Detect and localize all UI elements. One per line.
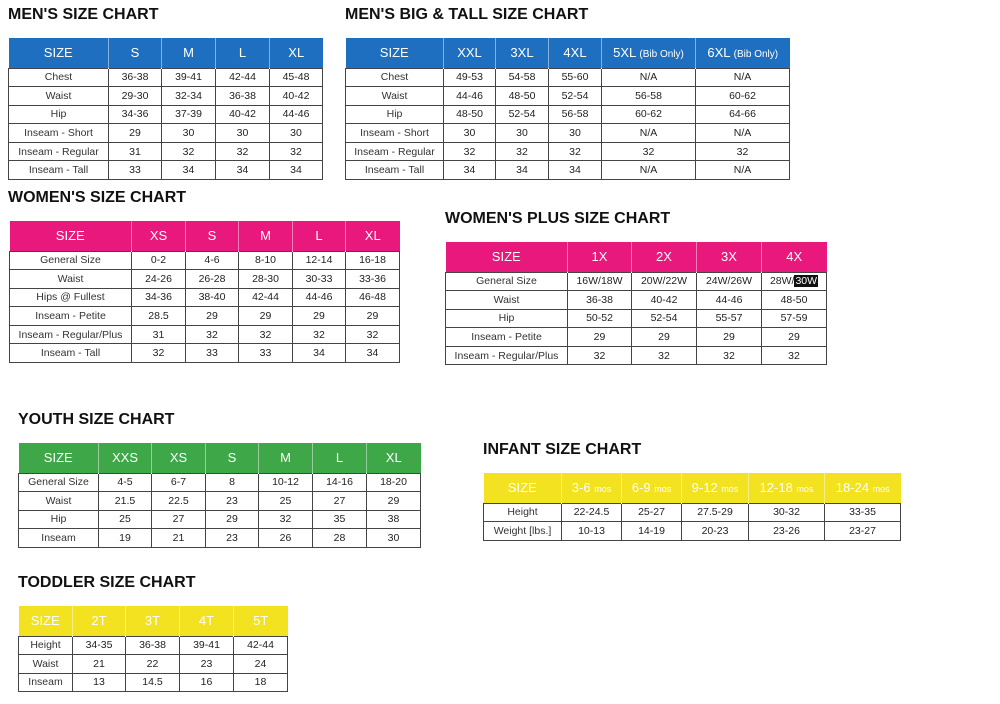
- table-row: [9, 142, 323, 161]
- row-label: Waist: [9, 87, 109, 106]
- table-cell: 35: [313, 510, 367, 529]
- header-cell: 5T: [234, 606, 288, 636]
- table-cell: 28: [313, 529, 367, 548]
- header-cell: SIZE: [484, 473, 562, 503]
- table-cell: 30: [270, 124, 323, 143]
- table-cell: 22-24.5: [562, 503, 622, 522]
- header-cell: XS: [152, 443, 206, 473]
- toddler-body: [19, 636, 288, 692]
- table-cell: 38: [367, 510, 421, 529]
- table-cell: 32: [696, 142, 790, 161]
- table-cell: 29: [762, 328, 827, 347]
- table-cell: 29: [346, 307, 400, 326]
- header-cell: L: [216, 38, 270, 68]
- highlighted-text: 30W: [795, 275, 818, 288]
- header-cell: 2T: [73, 606, 126, 636]
- table-cell: 16: [180, 673, 234, 692]
- table-cell: 27.5-29: [682, 503, 749, 522]
- table-cell: 32: [697, 346, 762, 365]
- row-label: Hip: [346, 105, 444, 124]
- table-row: [19, 492, 421, 511]
- table-cell: 44-46: [270, 105, 323, 124]
- table-row: [9, 161, 323, 180]
- row-label: Inseam - Regular: [9, 142, 109, 161]
- table-cell: 30: [162, 124, 216, 143]
- row-label: Chest: [346, 68, 444, 87]
- row-label: Inseam - Short: [346, 124, 444, 143]
- header-cell: [825, 473, 901, 503]
- header-cell: XXS: [99, 443, 152, 473]
- table-cell: 14-19: [622, 522, 682, 541]
- table-cell: 32: [239, 325, 293, 344]
- header-cell: SIZE: [9, 38, 109, 68]
- table-cell: 44-46: [444, 87, 496, 106]
- table-cell: N/A: [696, 124, 790, 143]
- row-label: General Size: [10, 251, 132, 270]
- table-cell: 27: [152, 510, 206, 529]
- table-cell: N/A: [696, 68, 790, 87]
- row-label: Waist: [346, 87, 444, 106]
- row-label: Inseam: [19, 673, 73, 692]
- table-row: [9, 105, 323, 124]
- header-cell: S: [186, 221, 239, 251]
- table-cell: 21.5: [99, 492, 152, 511]
- header-size: 6-9: [631, 480, 651, 496]
- table-row: [9, 87, 323, 106]
- table-cell: 56-58: [549, 105, 602, 124]
- table-cell: 30: [444, 124, 496, 143]
- header-cell: [749, 473, 825, 503]
- table-header-row: [19, 606, 288, 636]
- womens-plus-size-table: [445, 242, 827, 365]
- table-cell: 46-48: [346, 288, 400, 307]
- youth-size-table: [18, 443, 421, 548]
- table-cell: 48-50: [762, 291, 827, 310]
- table-row: [10, 288, 400, 307]
- row-label: Inseam - Tall: [9, 161, 109, 180]
- table-cell: 23: [206, 492, 259, 511]
- header-size: 6XL: [707, 45, 731, 61]
- table-cell: 19: [99, 529, 152, 548]
- row-label: Height: [484, 503, 562, 522]
- table-cell: 23-27: [825, 522, 901, 541]
- table-cell: 52-54: [549, 87, 602, 106]
- table-cell: 29: [568, 328, 632, 347]
- header-cell: SIZE: [10, 221, 132, 251]
- table-cell: 28.5: [132, 307, 186, 326]
- table-cell: 33: [109, 161, 162, 180]
- table-cell: 39-41: [180, 636, 234, 655]
- row-label: Hip: [19, 510, 99, 529]
- header-cell: M: [259, 443, 313, 473]
- table-cell: 26: [259, 529, 313, 548]
- table-row: [346, 68, 790, 87]
- table-cell: 29: [367, 492, 421, 511]
- header-cell: S: [206, 443, 259, 473]
- table-row: [484, 503, 901, 522]
- toddler-title: TODDLER SIZE CHART: [18, 574, 196, 591]
- table-row: [10, 344, 400, 363]
- table-cell: 52-54: [496, 105, 549, 124]
- table-cell: N/A: [602, 161, 696, 180]
- womens-title: WOMEN'S SIZE CHART: [8, 189, 187, 206]
- table-cell: 10-12: [259, 473, 313, 492]
- header-size: 3-6: [571, 480, 591, 496]
- table-cell: 21: [152, 529, 206, 548]
- table-cell: 6-7: [152, 473, 206, 492]
- table-cell: 29: [206, 510, 259, 529]
- youth-title: YOUTH SIZE CHART: [18, 411, 175, 428]
- table-row: [446, 291, 827, 310]
- table-cell: 29-30: [109, 87, 162, 106]
- header-unit: mos: [721, 484, 739, 495]
- table-cell: 57-59: [762, 309, 827, 328]
- table-cell: 14-16: [313, 473, 367, 492]
- table-cell: 54-58: [496, 68, 549, 87]
- row-label: Inseam - Tall: [10, 344, 132, 363]
- table-row: [346, 105, 790, 124]
- table-cell: 60-62: [602, 105, 696, 124]
- table-row: [19, 655, 288, 674]
- header-cell: S: [109, 38, 162, 68]
- table-cell: 32: [162, 142, 216, 161]
- table-cell: 34: [293, 344, 346, 363]
- table-cell: N/A: [696, 161, 790, 180]
- table-cell: 25: [259, 492, 313, 511]
- table-cell: 32: [549, 142, 602, 161]
- table-cell: 32: [216, 142, 270, 161]
- table-cell: 33: [186, 344, 239, 363]
- infant-title: INFANT SIZE CHART: [483, 441, 642, 458]
- row-label: Waist: [19, 655, 73, 674]
- table-row: [484, 522, 901, 541]
- row-label: Chest: [9, 68, 109, 87]
- table-cell: 32: [270, 142, 323, 161]
- table-row: [10, 270, 400, 289]
- table-cell: 22: [126, 655, 180, 674]
- table-row: [19, 529, 421, 548]
- table-cell: 23: [180, 655, 234, 674]
- header-cell: 4T: [180, 606, 234, 636]
- table-cell: 32: [762, 346, 827, 365]
- table-cell: 18: [234, 673, 288, 692]
- table-cell: 32: [346, 325, 400, 344]
- table-row: [446, 309, 827, 328]
- table-cell: 34: [162, 161, 216, 180]
- table-cell: 33-35: [825, 503, 901, 522]
- table-cell: 28-30: [239, 270, 293, 289]
- table-cell: 27: [313, 492, 367, 511]
- header-cell: 1X: [568, 242, 632, 272]
- row-label: Inseam - Short: [9, 124, 109, 143]
- table-cell: 30: [549, 124, 602, 143]
- table-cell: 30: [496, 124, 549, 143]
- table-row: [346, 87, 790, 106]
- infant-body: [484, 503, 901, 540]
- table-cell: 33: [239, 344, 293, 363]
- table-cell: 32: [293, 325, 346, 344]
- table-row: [9, 124, 323, 143]
- header-cell: L: [293, 221, 346, 251]
- mens-body: [9, 68, 323, 180]
- header-cell: M: [239, 221, 293, 251]
- header-cell: M: [162, 38, 216, 68]
- table-cell: 14.5: [126, 673, 180, 692]
- table-cell: 32-34: [162, 87, 216, 106]
- table-cell: 30: [216, 124, 270, 143]
- row-label: General Size: [446, 272, 568, 291]
- womens-size-table: [9, 221, 400, 363]
- table-cell: 8: [206, 473, 259, 492]
- table-cell: 34: [444, 161, 496, 180]
- row-label: Inseam - Regular/Plus: [10, 325, 132, 344]
- row-label: Hip: [446, 309, 568, 328]
- row-label: Inseam - Regular: [346, 142, 444, 161]
- table-cell: 34-35: [73, 636, 126, 655]
- big-tall-size-table: [345, 38, 790, 180]
- table-row: [19, 673, 288, 692]
- table-cell: 20W/22W: [632, 272, 697, 291]
- table-cell: 32: [186, 325, 239, 344]
- table-header-row: [446, 242, 827, 272]
- header-cell: [562, 473, 622, 503]
- row-label: Hip: [9, 105, 109, 124]
- cell-prefix: 28W/: [769, 275, 795, 288]
- table-cell: 25: [99, 510, 152, 529]
- infant-size-table: [483, 473, 901, 541]
- table-cell: 32: [568, 346, 632, 365]
- table-cell: 44-46: [697, 291, 762, 310]
- table-cell: 34-36: [132, 288, 186, 307]
- table-cell: 29: [186, 307, 239, 326]
- table-cell: 34: [270, 161, 323, 180]
- table-cell: 36-38: [568, 291, 632, 310]
- table-cell: 40-42: [270, 87, 323, 106]
- table-cell: 48-50: [444, 105, 496, 124]
- row-label: Height: [19, 636, 73, 655]
- table-cell: 4-6: [186, 251, 239, 270]
- table-cell: 25-27: [622, 503, 682, 522]
- header-cell: L: [313, 443, 367, 473]
- table-cell: N/A: [602, 68, 696, 87]
- table-cell: 32: [259, 510, 313, 529]
- header-cell: XS: [132, 221, 186, 251]
- table-cell: 23-26: [749, 522, 825, 541]
- table-header-row: [9, 38, 323, 68]
- table-header-row: [10, 221, 400, 251]
- table-cell: 0-2: [132, 251, 186, 270]
- table-cell: 52-54: [632, 309, 697, 328]
- table-row: [446, 328, 827, 347]
- table-cell: N/A: [602, 124, 696, 143]
- table-cell: 13: [73, 673, 126, 692]
- table-header-row: [484, 473, 901, 503]
- row-label: Inseam - Tall: [346, 161, 444, 180]
- header-cell: 2X: [632, 242, 697, 272]
- table-row: [19, 510, 421, 529]
- header-cell: [682, 473, 749, 503]
- youth-body: [19, 473, 421, 547]
- table-cell: 29: [239, 307, 293, 326]
- table-cell: 31: [132, 325, 186, 344]
- table-cell: 24W/26W: [697, 272, 762, 291]
- header-cell: [696, 38, 790, 68]
- table-header-row: [19, 443, 421, 473]
- header-cell: 4XL: [549, 38, 602, 68]
- table-cell: 4-5: [99, 473, 152, 492]
- row-label: Waist: [10, 270, 132, 289]
- table-cell: 22.5: [152, 492, 206, 511]
- table-cell: 26-28: [186, 270, 239, 289]
- header-size: 9-12: [691, 480, 718, 496]
- header-size: 12-18: [759, 480, 793, 496]
- table-cell: 29: [632, 328, 697, 347]
- table-row: [19, 636, 288, 655]
- table-cell: 34: [496, 161, 549, 180]
- header-unit: mos: [872, 484, 890, 495]
- table-cell: 24-26: [132, 270, 186, 289]
- table-cell: 32: [496, 142, 549, 161]
- big-tall-body: [346, 68, 790, 180]
- table-cell: 8-10: [239, 251, 293, 270]
- row-label: Inseam: [19, 529, 99, 548]
- header-cell: SIZE: [346, 38, 444, 68]
- womens-plus-title: WOMEN'S PLUS SIZE CHART: [445, 210, 671, 227]
- table-cell: 18-20: [367, 473, 421, 492]
- header-unit: mos: [594, 484, 612, 495]
- table-cell: 29: [109, 124, 162, 143]
- header-cell: XL: [270, 38, 323, 68]
- table-cell: 33-36: [346, 270, 400, 289]
- header-cell: 3T: [126, 606, 180, 636]
- header-size: 5XL: [613, 45, 636, 61]
- table-cell: 34-36: [109, 105, 162, 124]
- table-cell: 29: [293, 307, 346, 326]
- table-cell: 31: [109, 142, 162, 161]
- table-row: [446, 272, 827, 291]
- header-cell: 3X: [697, 242, 762, 272]
- row-label: Waist: [19, 492, 99, 511]
- table-cell: 34: [346, 344, 400, 363]
- header-unit: mos: [796, 484, 814, 495]
- table-cell: 32: [632, 346, 697, 365]
- table-row: [346, 124, 790, 143]
- table-cell: 55-57: [697, 309, 762, 328]
- table-cell: 37-39: [162, 105, 216, 124]
- table-cell: 45-48: [270, 68, 323, 87]
- table-cell: 42-44: [216, 68, 270, 87]
- table-cell: 38-40: [186, 288, 239, 307]
- table-cell: 30: [367, 529, 421, 548]
- row-label: Inseam - Regular/Plus: [446, 346, 568, 365]
- table-cell: 24: [234, 655, 288, 674]
- table-row: [19, 473, 421, 492]
- table-cell: 30-32: [749, 503, 825, 522]
- header-cell: [622, 473, 682, 503]
- row-label: Inseam - Petite: [10, 307, 132, 326]
- mens-title: MEN'S SIZE CHART: [8, 6, 159, 23]
- header-unit: mos: [654, 484, 672, 495]
- table-cell: [762, 272, 827, 291]
- table-row: [346, 161, 790, 180]
- header-note: (Bib Only): [733, 49, 779, 61]
- header-cell: XXL: [444, 38, 496, 68]
- table-row: [446, 346, 827, 365]
- table-cell: 32: [444, 142, 496, 161]
- table-cell: 40-42: [216, 105, 270, 124]
- womens-plus-body: [446, 272, 827, 365]
- header-cell: SIZE: [19, 443, 99, 473]
- womens-body: [10, 251, 400, 363]
- header-cell: XL: [346, 221, 400, 251]
- table-cell: 56-58: [602, 87, 696, 106]
- table-cell: 29: [697, 328, 762, 347]
- table-cell: 64-66: [696, 105, 790, 124]
- table-cell: 10-13: [562, 522, 622, 541]
- table-row: [10, 307, 400, 326]
- table-cell: 39-41: [162, 68, 216, 87]
- table-cell: 32: [132, 344, 186, 363]
- table-row: [9, 68, 323, 87]
- table-cell: 20-23: [682, 522, 749, 541]
- table-cell: 42-44: [234, 636, 288, 655]
- table-cell: 60-62: [696, 87, 790, 106]
- table-cell: 30-33: [293, 270, 346, 289]
- big-tall-title: MEN'S BIG & TALL SIZE CHART: [345, 6, 589, 23]
- table-cell: 12-14: [293, 251, 346, 270]
- header-cell: XL: [367, 443, 421, 473]
- row-label: Waist: [446, 291, 568, 310]
- table-cell: 36-38: [109, 68, 162, 87]
- toddler-size-table: [18, 606, 288, 692]
- table-cell: 49-53: [444, 68, 496, 87]
- table-cell: 55-60: [549, 68, 602, 87]
- row-label: Weight [lbs.]: [484, 522, 562, 541]
- table-row: [346, 142, 790, 161]
- table-cell: 23: [206, 529, 259, 548]
- table-header-row: [346, 38, 790, 68]
- header-size: 18-24: [835, 480, 870, 496]
- table-cell: 16W/18W: [568, 272, 632, 291]
- row-label: General Size: [19, 473, 99, 492]
- table-cell: 42-44: [239, 288, 293, 307]
- table-cell: 21: [73, 655, 126, 674]
- row-label: Hips @ Fullest: [10, 288, 132, 307]
- header-cell: 4X: [762, 242, 827, 272]
- header-note: (Bib Only): [639, 49, 684, 61]
- table-cell: 34: [549, 161, 602, 180]
- row-label: Inseam - Petite: [446, 328, 568, 347]
- table-cell: 50-52: [568, 309, 632, 328]
- table-cell: 34: [216, 161, 270, 180]
- table-row: [10, 251, 400, 270]
- header-cell: SIZE: [19, 606, 73, 636]
- header-cell: 3XL: [496, 38, 549, 68]
- header-cell: SIZE: [446, 242, 568, 272]
- table-cell: 48-50: [496, 87, 549, 106]
- mens-size-table: [8, 38, 323, 180]
- table-cell: 32: [602, 142, 696, 161]
- table-cell: 36-38: [126, 636, 180, 655]
- table-row: [10, 325, 400, 344]
- table-cell: 36-38: [216, 87, 270, 106]
- table-cell: 40-42: [632, 291, 697, 310]
- header-cell: [602, 38, 696, 68]
- table-cell: 44-46: [293, 288, 346, 307]
- table-cell: 16-18: [346, 251, 400, 270]
